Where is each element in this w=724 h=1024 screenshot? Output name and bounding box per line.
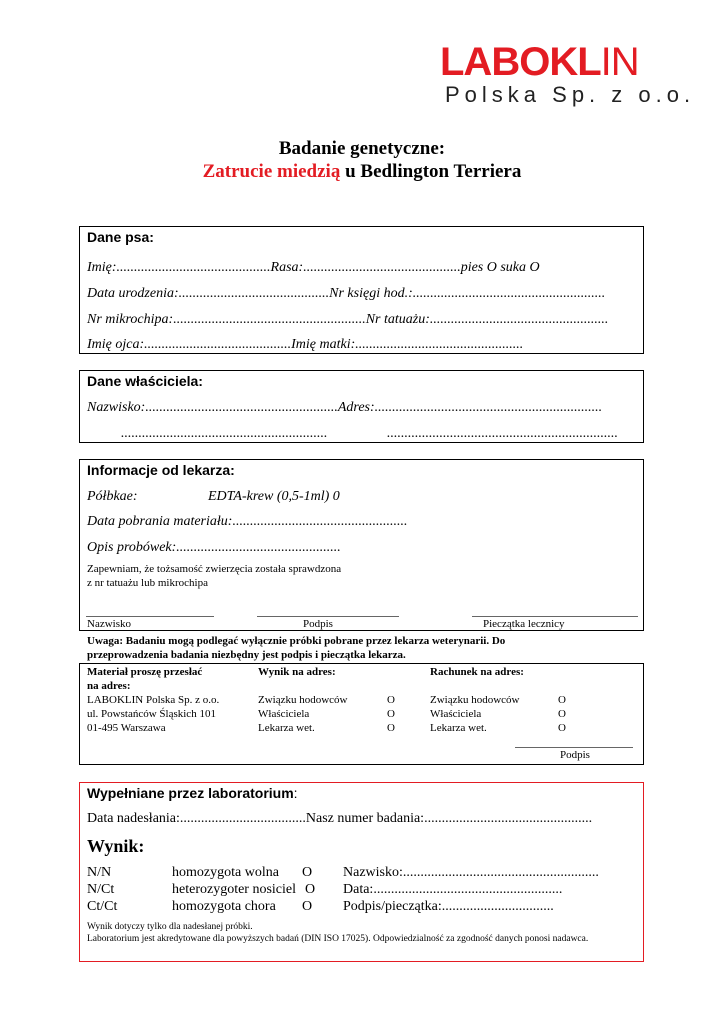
result-desc-ctct: homozygota chora	[172, 899, 276, 914]
dog-birth-field[interactable]: Data urodzenia:...........................................Nr księgi hod.:.......................................................	[87, 286, 606, 301]
result-option-vet[interactable]: Lekarza wet.	[258, 722, 315, 734]
page-subtitle: Zatrucie miedzią u Bedlington Terriera	[202, 161, 522, 182]
lab-city: 01-495 Warszawa	[87, 722, 166, 734]
dog-parents-field[interactable]: Imię ojca:..........................................Imię matki:................................................	[87, 337, 524, 352]
note-text-1: Uwaga: Badaniu mogą podlegać wyłącznie próbki pobrane przez lekarza weterynarii. Do	[87, 635, 506, 647]
invoice-radio-owner[interactable]: O	[558, 708, 566, 720]
laboratory-header: Wypełniane przez laboratorium:	[87, 785, 298, 801]
laboklin-logo: LABOKLIN	[440, 40, 639, 84]
result-radio-nct: O	[305, 882, 316, 897]
sample-option-edta[interactable]: EDTA-krew (0,5-1ml) 0	[208, 489, 340, 504]
clinic-stamp-line	[472, 616, 638, 617]
result-signature-field: Podpis/pieczątka:................................	[343, 899, 554, 914]
sample-date-field[interactable]: Data pobrania materiału:..................................................	[87, 514, 408, 529]
page-title: Badanie genetyczne:	[278, 138, 446, 159]
result-radio-breeders[interactable]: O	[387, 694, 395, 706]
result-radio-vet[interactable]: O	[387, 722, 395, 734]
vet-name-line	[86, 616, 214, 617]
lab-name: LABOKLIN Polska Sp. z o.o.	[87, 694, 220, 706]
result-code-ctct: Ct/Ct	[87, 899, 118, 914]
owner-address-line2b[interactable]: ..................................................................	[387, 426, 618, 441]
lab-street: ul. Powstańców Śląskich 101	[87, 708, 216, 720]
dog-chip-field[interactable]: Nr mikrochipa:.......................................................Nr tatuażu:...................................................	[87, 312, 609, 327]
sample-label: Półbkae:	[87, 489, 138, 504]
result-code-nct: N/Ct	[87, 882, 115, 897]
result-header: Wynik:	[87, 836, 145, 856]
vet-signature-line	[257, 616, 399, 617]
result-radio-ctct: O	[302, 899, 313, 914]
owner-name-address-field[interactable]: Nazwisko:.......................................................Adres:.................................................................	[87, 400, 603, 415]
result-desc-nn: homozygota wolna	[172, 865, 279, 880]
tubes-description-field[interactable]: Opis probówek:...............................................	[87, 540, 341, 555]
identity-confirmation-text-2: z nr tatuażu lub mikrochipa	[87, 577, 208, 589]
result-code-nn: N/N	[87, 865, 112, 880]
vet-info-header: Informacje od lekarza:	[87, 462, 235, 478]
result-name-field: Nazwisko:........................................................	[343, 865, 599, 880]
result-date-field: Data:......................................................	[343, 882, 563, 897]
send-to-header-2: na adres:	[87, 680, 131, 692]
invoice-radio-vet[interactable]: O	[558, 722, 566, 734]
invoice-option-vet[interactable]: Lekarza wet.	[430, 722, 487, 734]
vet-name-label: Nazwisko	[87, 618, 131, 630]
test-name: Zatrucie miedzią	[202, 161, 341, 182]
identity-confirmation-text: Zapewniam, że tożsamość zwierzęcia została sprawdzona	[87, 563, 342, 575]
owner-address-line2a[interactable]: ...........................................................	[121, 426, 328, 441]
logo-subtitle: Polska Sp. z o.o.	[445, 82, 696, 107]
lab-footnote-1: Wynik dotyczy tylko dla nadesłanej próbki.	[87, 922, 253, 932]
lab-received-field: Data nadesłania:....................................Nasz numer badania:................................................	[87, 811, 593, 826]
address-signature-label: Podpis	[560, 749, 590, 761]
result-desc-nct: heterozygoter nosiciel	[172, 882, 297, 897]
clinic-stamp-label: Pieczątka lecznicy	[483, 618, 565, 630]
address-signature-line	[515, 747, 633, 748]
invoice-address-header: Rachunek na adres:	[430, 666, 524, 678]
dog-name-breed-field[interactable]: Imię:............................................Rasa:.............................................pies O suka O	[87, 260, 540, 275]
dog-data-header: Dane psa:	[87, 229, 154, 245]
result-address-header: Wynik na adres:	[258, 666, 336, 678]
invoice-radio-breeders[interactable]: O	[558, 694, 566, 706]
result-radio-nn: O	[302, 865, 313, 880]
invoice-option-owner[interactable]: Właściciela	[430, 708, 482, 720]
send-to-header: Materiał proszę przesłać	[87, 666, 203, 678]
result-option-breeders[interactable]: Związku hodowców	[258, 694, 348, 706]
result-radio-owner[interactable]: O	[387, 708, 395, 720]
owner-data-header: Dane właściciela:	[87, 373, 203, 389]
lab-footnote-2: Laboratorium jest akredytowane dla powyższych badań (DIN ISO 17025). Odpowiedzialność za zgodność danych ponosi nadawca.	[87, 934, 589, 944]
note-text-2: przeprowadzenia badania niezbędny jest podpis i pieczątka lekarza.	[87, 649, 406, 661]
invoice-option-breeders[interactable]: Związku hodowców	[430, 694, 520, 706]
result-option-owner[interactable]: Właściciela	[258, 708, 310, 720]
vet-signature-label: Podpis	[303, 618, 333, 630]
